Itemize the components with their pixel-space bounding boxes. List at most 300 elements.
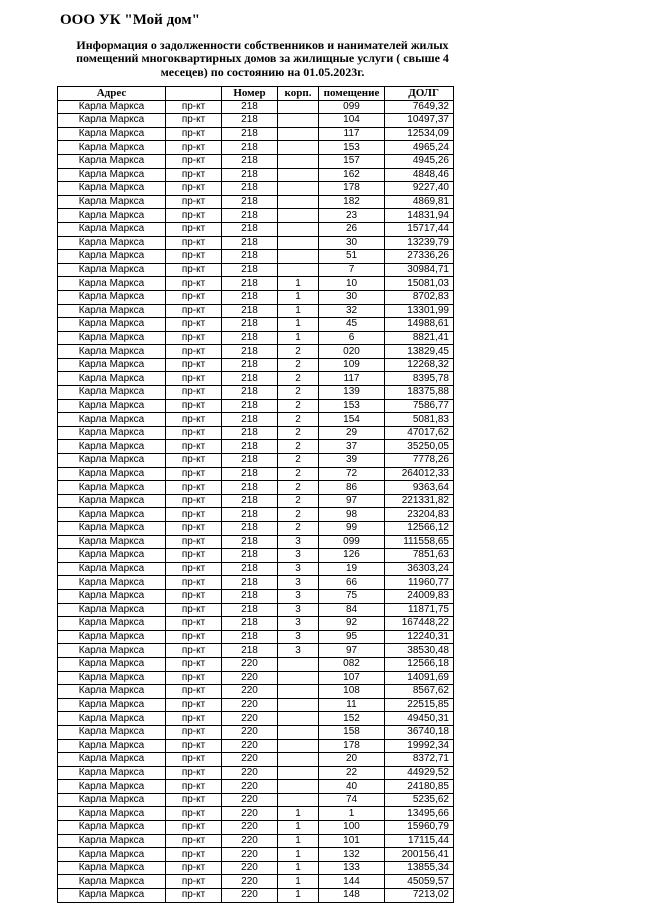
table-row xyxy=(58,576,454,590)
cell-apartment: 22 xyxy=(319,766,385,780)
table-row xyxy=(58,522,454,536)
cell-apartment: 162 xyxy=(319,168,385,182)
title-line: Информация о задолженности собственников и нанимателей жилых xyxy=(76,38,449,52)
cell-street-type: пр-кт xyxy=(166,712,222,726)
cell-street-type: пр-кт xyxy=(166,250,222,264)
cell-debt: 24180,85 xyxy=(385,780,454,794)
cell-building: 3 xyxy=(278,603,319,617)
cell-address: Карла Маркса xyxy=(58,576,166,590)
cell-debt: 13301,99 xyxy=(385,304,454,318)
cell-house-number: 220 xyxy=(222,698,278,712)
cell-building: 1 xyxy=(278,821,319,835)
cell-debt: 9363,64 xyxy=(385,481,454,495)
cell-street-type: пр-кт xyxy=(166,657,222,671)
cell-apartment: 148 xyxy=(319,889,385,903)
cell-debt: 8702,83 xyxy=(385,290,454,304)
cell-street-type: пр-кт xyxy=(166,195,222,209)
cell-apartment: 6 xyxy=(319,331,385,345)
cell-apartment: 099 xyxy=(319,535,385,549)
cell-street-type: пр-кт xyxy=(166,141,222,155)
cell-address: Карла Маркса xyxy=(58,168,166,182)
debt-table xyxy=(57,86,454,903)
table-row xyxy=(58,494,454,508)
cell-street-type: пр-кт xyxy=(166,399,222,413)
cell-apartment: 099 xyxy=(319,100,385,114)
cell-house-number: 218 xyxy=(222,413,278,427)
cell-address: Карла Маркса xyxy=(58,100,166,114)
cell-building: 2 xyxy=(278,494,319,508)
table-row xyxy=(58,549,454,563)
table-row xyxy=(58,807,454,821)
cell-apartment: 45 xyxy=(319,318,385,332)
table-row xyxy=(58,698,454,712)
cell-apartment: 139 xyxy=(319,386,385,400)
cell-street-type: пр-кт xyxy=(166,467,222,481)
cell-address: Карла Маркса xyxy=(58,141,166,155)
cell-apartment: 72 xyxy=(319,467,385,481)
cell-street-type: пр-кт xyxy=(166,644,222,658)
cell-address: Карла Маркса xyxy=(58,861,166,875)
cell-house-number: 218 xyxy=(222,154,278,168)
cell-building: 3 xyxy=(278,617,319,631)
cell-apartment: 37 xyxy=(319,440,385,454)
cell-house-number: 220 xyxy=(222,712,278,726)
cell-house-number: 220 xyxy=(222,861,278,875)
cell-house-number: 218 xyxy=(222,345,278,359)
cell-house-number: 220 xyxy=(222,739,278,753)
table-body xyxy=(58,100,454,902)
cell-building xyxy=(278,753,319,767)
title-line: помещений многоквартирных домов за жилищные услуги ( свыше 4 xyxy=(76,51,449,66)
cell-debt: 13495,66 xyxy=(385,807,454,821)
cell-address: Карла Маркса xyxy=(58,589,166,603)
cell-address: Карла Маркса xyxy=(58,440,166,454)
cell-building: 1 xyxy=(278,277,319,291)
cell-debt: 111558,65 xyxy=(385,535,454,549)
cell-apartment: 7 xyxy=(319,263,385,277)
cell-house-number: 218 xyxy=(222,603,278,617)
cell-apartment: 98 xyxy=(319,508,385,522)
cell-apartment: 126 xyxy=(319,549,385,563)
cell-debt: 221331,82 xyxy=(385,494,454,508)
table-row xyxy=(58,304,454,318)
cell-building: 2 xyxy=(278,345,319,359)
cell-building: 1 xyxy=(278,807,319,821)
cell-building: 3 xyxy=(278,630,319,644)
cell-address: Карла Маркса xyxy=(58,549,166,563)
cell-house-number: 218 xyxy=(222,141,278,155)
cell-building xyxy=(278,222,319,236)
table-row xyxy=(58,685,454,699)
cell-address: Карла Маркса xyxy=(58,182,166,196)
cell-building: 2 xyxy=(278,508,319,522)
cell-address: Карла Маркса xyxy=(58,522,166,536)
cell-debt: 24009,83 xyxy=(385,589,454,603)
cell-house-number: 218 xyxy=(222,222,278,236)
table-row xyxy=(58,413,454,427)
cell-house-number: 218 xyxy=(222,358,278,372)
cell-debt: 10497,37 xyxy=(385,114,454,128)
table-row xyxy=(58,318,454,332)
cell-street-type: пр-кт xyxy=(166,698,222,712)
cell-street-type: пр-кт xyxy=(166,630,222,644)
cell-address: Карла Маркса xyxy=(58,875,166,889)
cell-address: Карла Маркса xyxy=(58,345,166,359)
cell-address: Карла Маркса xyxy=(58,562,166,576)
cell-address: Карла Маркса xyxy=(58,277,166,291)
cell-building xyxy=(278,141,319,155)
table-row xyxy=(58,100,454,114)
cell-apartment: 178 xyxy=(319,182,385,196)
cell-building xyxy=(278,209,319,223)
table-row xyxy=(58,725,454,739)
cell-address: Карла Маркса xyxy=(58,793,166,807)
cell-house-number: 220 xyxy=(222,725,278,739)
table-row xyxy=(58,889,454,903)
cell-street-type: пр-кт xyxy=(166,535,222,549)
cell-building: 2 xyxy=(278,440,319,454)
cell-apartment: 158 xyxy=(319,725,385,739)
cell-street-type: пр-кт xyxy=(166,413,222,427)
cell-apartment: 30 xyxy=(319,290,385,304)
cell-debt: 27336,26 xyxy=(385,250,454,264)
cell-building xyxy=(278,793,319,807)
cell-apartment: 020 xyxy=(319,345,385,359)
cell-apartment: 75 xyxy=(319,589,385,603)
cell-building: 1 xyxy=(278,875,319,889)
cell-house-number: 218 xyxy=(222,562,278,576)
cell-street-type: пр-кт xyxy=(166,725,222,739)
cell-debt: 8395,78 xyxy=(385,372,454,386)
cell-debt: 47017,62 xyxy=(385,426,454,440)
cell-apartment: 117 xyxy=(319,127,385,141)
document-title xyxy=(60,39,465,79)
cell-debt: 7586,77 xyxy=(385,399,454,413)
cell-street-type: пр-кт xyxy=(166,848,222,862)
cell-house-number: 218 xyxy=(222,481,278,495)
cell-house-number: 220 xyxy=(222,753,278,767)
cell-building: 2 xyxy=(278,522,319,536)
cell-house-number: 218 xyxy=(222,209,278,223)
cell-house-number: 220 xyxy=(222,780,278,794)
cell-debt: 45059,57 xyxy=(385,875,454,889)
cell-house-number: 218 xyxy=(222,589,278,603)
cell-debt: 167448,22 xyxy=(385,617,454,631)
cell-house-number: 220 xyxy=(222,875,278,889)
cell-debt: 7213,02 xyxy=(385,889,454,903)
cell-apartment: 101 xyxy=(319,834,385,848)
cell-building xyxy=(278,195,319,209)
cell-apartment: 11 xyxy=(319,698,385,712)
cell-apartment: 51 xyxy=(319,250,385,264)
cell-street-type: пр-кт xyxy=(166,263,222,277)
cell-street-type: пр-кт xyxy=(166,236,222,250)
table-row xyxy=(58,508,454,522)
cell-street-type: пр-кт xyxy=(166,168,222,182)
cell-building xyxy=(278,250,319,264)
cell-street-type: пр-кт xyxy=(166,508,222,522)
cell-apartment: 133 xyxy=(319,861,385,875)
cell-house-number: 218 xyxy=(222,494,278,508)
cell-apartment: 20 xyxy=(319,753,385,767)
table-row xyxy=(58,222,454,236)
cell-building: 1 xyxy=(278,304,319,318)
cell-house-number: 220 xyxy=(222,657,278,671)
table-row xyxy=(58,250,454,264)
cell-address: Карла Маркса xyxy=(58,331,166,345)
table-row xyxy=(58,345,454,359)
header-street-type xyxy=(166,87,222,101)
cell-debt: 15081,03 xyxy=(385,277,454,291)
table-row xyxy=(58,875,454,889)
cell-apartment: 19 xyxy=(319,562,385,576)
cell-address: Карла Маркса xyxy=(58,535,166,549)
cell-debt: 9227,40 xyxy=(385,182,454,196)
cell-house-number: 220 xyxy=(222,685,278,699)
cell-address: Карла Маркса xyxy=(58,780,166,794)
cell-building: 1 xyxy=(278,290,319,304)
cell-debt: 12268,32 xyxy=(385,358,454,372)
cell-house-number: 218 xyxy=(222,195,278,209)
cell-street-type: пр-кт xyxy=(166,331,222,345)
table-row xyxy=(58,780,454,794)
cell-debt: 12566,18 xyxy=(385,657,454,671)
cell-apartment: 29 xyxy=(319,426,385,440)
cell-address: Карла Маркса xyxy=(58,454,166,468)
cell-house-number: 218 xyxy=(222,263,278,277)
table-row xyxy=(58,657,454,671)
cell-street-type: пр-кт xyxy=(166,739,222,753)
cell-building: 2 xyxy=(278,372,319,386)
cell-debt: 8372,71 xyxy=(385,753,454,767)
cell-building: 3 xyxy=(278,589,319,603)
cell-address: Карла Маркса xyxy=(58,671,166,685)
cell-debt: 13829,45 xyxy=(385,345,454,359)
cell-street-type: пр-кт xyxy=(166,290,222,304)
cell-debt: 13855,34 xyxy=(385,861,454,875)
cell-house-number: 220 xyxy=(222,834,278,848)
table-row xyxy=(58,399,454,413)
cell-debt: 17115,44 xyxy=(385,834,454,848)
cell-debt: 5235,62 xyxy=(385,793,454,807)
cell-apartment: 97 xyxy=(319,494,385,508)
cell-house-number: 220 xyxy=(222,671,278,685)
cell-apartment: 100 xyxy=(319,821,385,835)
cell-building xyxy=(278,698,319,712)
cell-street-type: пр-кт xyxy=(166,127,222,141)
cell-street-type: пр-кт xyxy=(166,358,222,372)
table-row xyxy=(58,753,454,767)
cell-address: Карла Маркса xyxy=(58,263,166,277)
cell-building: 1 xyxy=(278,331,319,345)
cell-debt: 36740,18 xyxy=(385,725,454,739)
cell-house-number: 218 xyxy=(222,508,278,522)
cell-street-type: пр-кт xyxy=(166,372,222,386)
cell-debt: 15960,79 xyxy=(385,821,454,835)
cell-address: Карла Маркса xyxy=(58,753,166,767)
cell-street-type: пр-кт xyxy=(166,318,222,332)
cell-house-number: 220 xyxy=(222,848,278,862)
cell-debt: 12534,09 xyxy=(385,127,454,141)
cell-house-number: 218 xyxy=(222,236,278,250)
cell-debt: 18375,88 xyxy=(385,386,454,400)
cell-address: Карла Маркса xyxy=(58,807,166,821)
table-row xyxy=(58,114,454,128)
cell-apartment: 152 xyxy=(319,712,385,726)
cell-address: Карла Маркса xyxy=(58,195,166,209)
cell-debt: 7851,63 xyxy=(385,549,454,563)
table-row xyxy=(58,358,454,372)
cell-building: 2 xyxy=(278,386,319,400)
cell-house-number: 218 xyxy=(222,617,278,631)
cell-building: 1 xyxy=(278,318,319,332)
cell-debt: 4869,81 xyxy=(385,195,454,209)
cell-address: Карла Маркса xyxy=(58,290,166,304)
cell-debt: 30984,71 xyxy=(385,263,454,277)
title-line: месецев) по состоянию на 01.05.2023г. xyxy=(160,64,365,79)
cell-apartment: 23 xyxy=(319,209,385,223)
table-row xyxy=(58,861,454,875)
table-row xyxy=(58,426,454,440)
table-row xyxy=(58,644,454,658)
cell-building xyxy=(278,154,319,168)
cell-house-number: 218 xyxy=(222,304,278,318)
header-building: корп. xyxy=(278,87,319,101)
cell-apartment: 104 xyxy=(319,114,385,128)
cell-building xyxy=(278,236,319,250)
cell-house-number: 218 xyxy=(222,100,278,114)
cell-apartment: 97 xyxy=(319,644,385,658)
cell-street-type: пр-кт xyxy=(166,277,222,291)
cell-apartment: 178 xyxy=(319,739,385,753)
cell-street-type: пр-кт xyxy=(166,562,222,576)
cell-building xyxy=(278,263,319,277)
cell-building xyxy=(278,114,319,128)
cell-address: Карла Маркса xyxy=(58,114,166,128)
cell-debt: 8567,62 xyxy=(385,685,454,699)
cell-debt: 15717,44 xyxy=(385,222,454,236)
cell-street-type: пр-кт xyxy=(166,522,222,536)
cell-house-number: 218 xyxy=(222,318,278,332)
cell-address: Карла Маркса xyxy=(58,426,166,440)
header-house-number: Номер xyxy=(222,87,278,101)
table-row xyxy=(58,290,454,304)
cell-debt: 23204,83 xyxy=(385,508,454,522)
table-row xyxy=(58,182,454,196)
cell-apartment: 109 xyxy=(319,358,385,372)
cell-house-number: 218 xyxy=(222,114,278,128)
cell-apartment: 144 xyxy=(319,875,385,889)
cell-apartment: 153 xyxy=(319,399,385,413)
table-row xyxy=(58,766,454,780)
cell-street-type: пр-кт xyxy=(166,780,222,794)
table-row xyxy=(58,236,454,250)
cell-address: Карла Маркса xyxy=(58,494,166,508)
cell-debt: 4945,26 xyxy=(385,154,454,168)
table-row xyxy=(58,127,454,141)
cell-address: Карла Маркса xyxy=(58,630,166,644)
cell-apartment: 86 xyxy=(319,481,385,495)
cell-building xyxy=(278,671,319,685)
table-row xyxy=(58,671,454,685)
cell-building xyxy=(278,766,319,780)
cell-building: 2 xyxy=(278,358,319,372)
cell-debt: 36303,24 xyxy=(385,562,454,576)
cell-house-number: 218 xyxy=(222,467,278,481)
cell-street-type: пр-кт xyxy=(166,875,222,889)
cell-address: Карла Маркса xyxy=(58,889,166,903)
cell-debt: 12240,31 xyxy=(385,630,454,644)
cell-house-number: 218 xyxy=(222,182,278,196)
cell-house-number: 218 xyxy=(222,399,278,413)
cell-apartment: 117 xyxy=(319,372,385,386)
cell-street-type: пр-кт xyxy=(166,889,222,903)
cell-street-type: пр-кт xyxy=(166,345,222,359)
cell-address: Карла Маркса xyxy=(58,413,166,427)
cell-apartment: 153 xyxy=(319,141,385,155)
header-debt: ДОЛГ xyxy=(385,87,454,101)
table-row xyxy=(58,712,454,726)
cell-debt: 200156,41 xyxy=(385,848,454,862)
cell-address: Карла Маркса xyxy=(58,209,166,223)
cell-address: Карла Маркса xyxy=(58,236,166,250)
cell-debt: 264012,33 xyxy=(385,467,454,481)
cell-building xyxy=(278,725,319,739)
cell-building: 2 xyxy=(278,426,319,440)
cell-debt: 4965,24 xyxy=(385,141,454,155)
cell-address: Карла Маркса xyxy=(58,712,166,726)
cell-apartment: 92 xyxy=(319,617,385,631)
cell-apartment: 84 xyxy=(319,603,385,617)
cell-building: 2 xyxy=(278,481,319,495)
cell-apartment: 182 xyxy=(319,195,385,209)
cell-debt: 5081,83 xyxy=(385,413,454,427)
cell-apartment: 10 xyxy=(319,277,385,291)
cell-address: Карла Маркса xyxy=(58,318,166,332)
table-header-row xyxy=(58,87,454,101)
table-row xyxy=(58,848,454,862)
cell-debt: 44929,52 xyxy=(385,766,454,780)
cell-debt: 14988,61 xyxy=(385,318,454,332)
cell-street-type: пр-кт xyxy=(166,114,222,128)
cell-house-number: 218 xyxy=(222,127,278,141)
cell-apartment: 107 xyxy=(319,671,385,685)
cell-building: 3 xyxy=(278,549,319,563)
cell-address: Карла Маркса xyxy=(58,358,166,372)
table-row xyxy=(58,141,454,155)
cell-house-number: 218 xyxy=(222,168,278,182)
cell-building: 1 xyxy=(278,889,319,903)
cell-debt: 12566,12 xyxy=(385,522,454,536)
cell-street-type: пр-кт xyxy=(166,440,222,454)
cell-apartment: 30 xyxy=(319,236,385,250)
cell-street-type: пр-кт xyxy=(166,481,222,495)
cell-street-type: пр-кт xyxy=(166,454,222,468)
table-row xyxy=(58,440,454,454)
table-row xyxy=(58,821,454,835)
table-row xyxy=(58,535,454,549)
cell-street-type: пр-кт xyxy=(166,182,222,196)
cell-address: Карла Маркса xyxy=(58,848,166,862)
cell-house-number: 220 xyxy=(222,807,278,821)
cell-street-type: пр-кт xyxy=(166,576,222,590)
cell-house-number: 218 xyxy=(222,630,278,644)
cell-street-type: пр-кт xyxy=(166,589,222,603)
cell-street-type: пр-кт xyxy=(166,685,222,699)
cell-building xyxy=(278,712,319,726)
cell-street-type: пр-кт xyxy=(166,222,222,236)
cell-street-type: пр-кт xyxy=(166,766,222,780)
